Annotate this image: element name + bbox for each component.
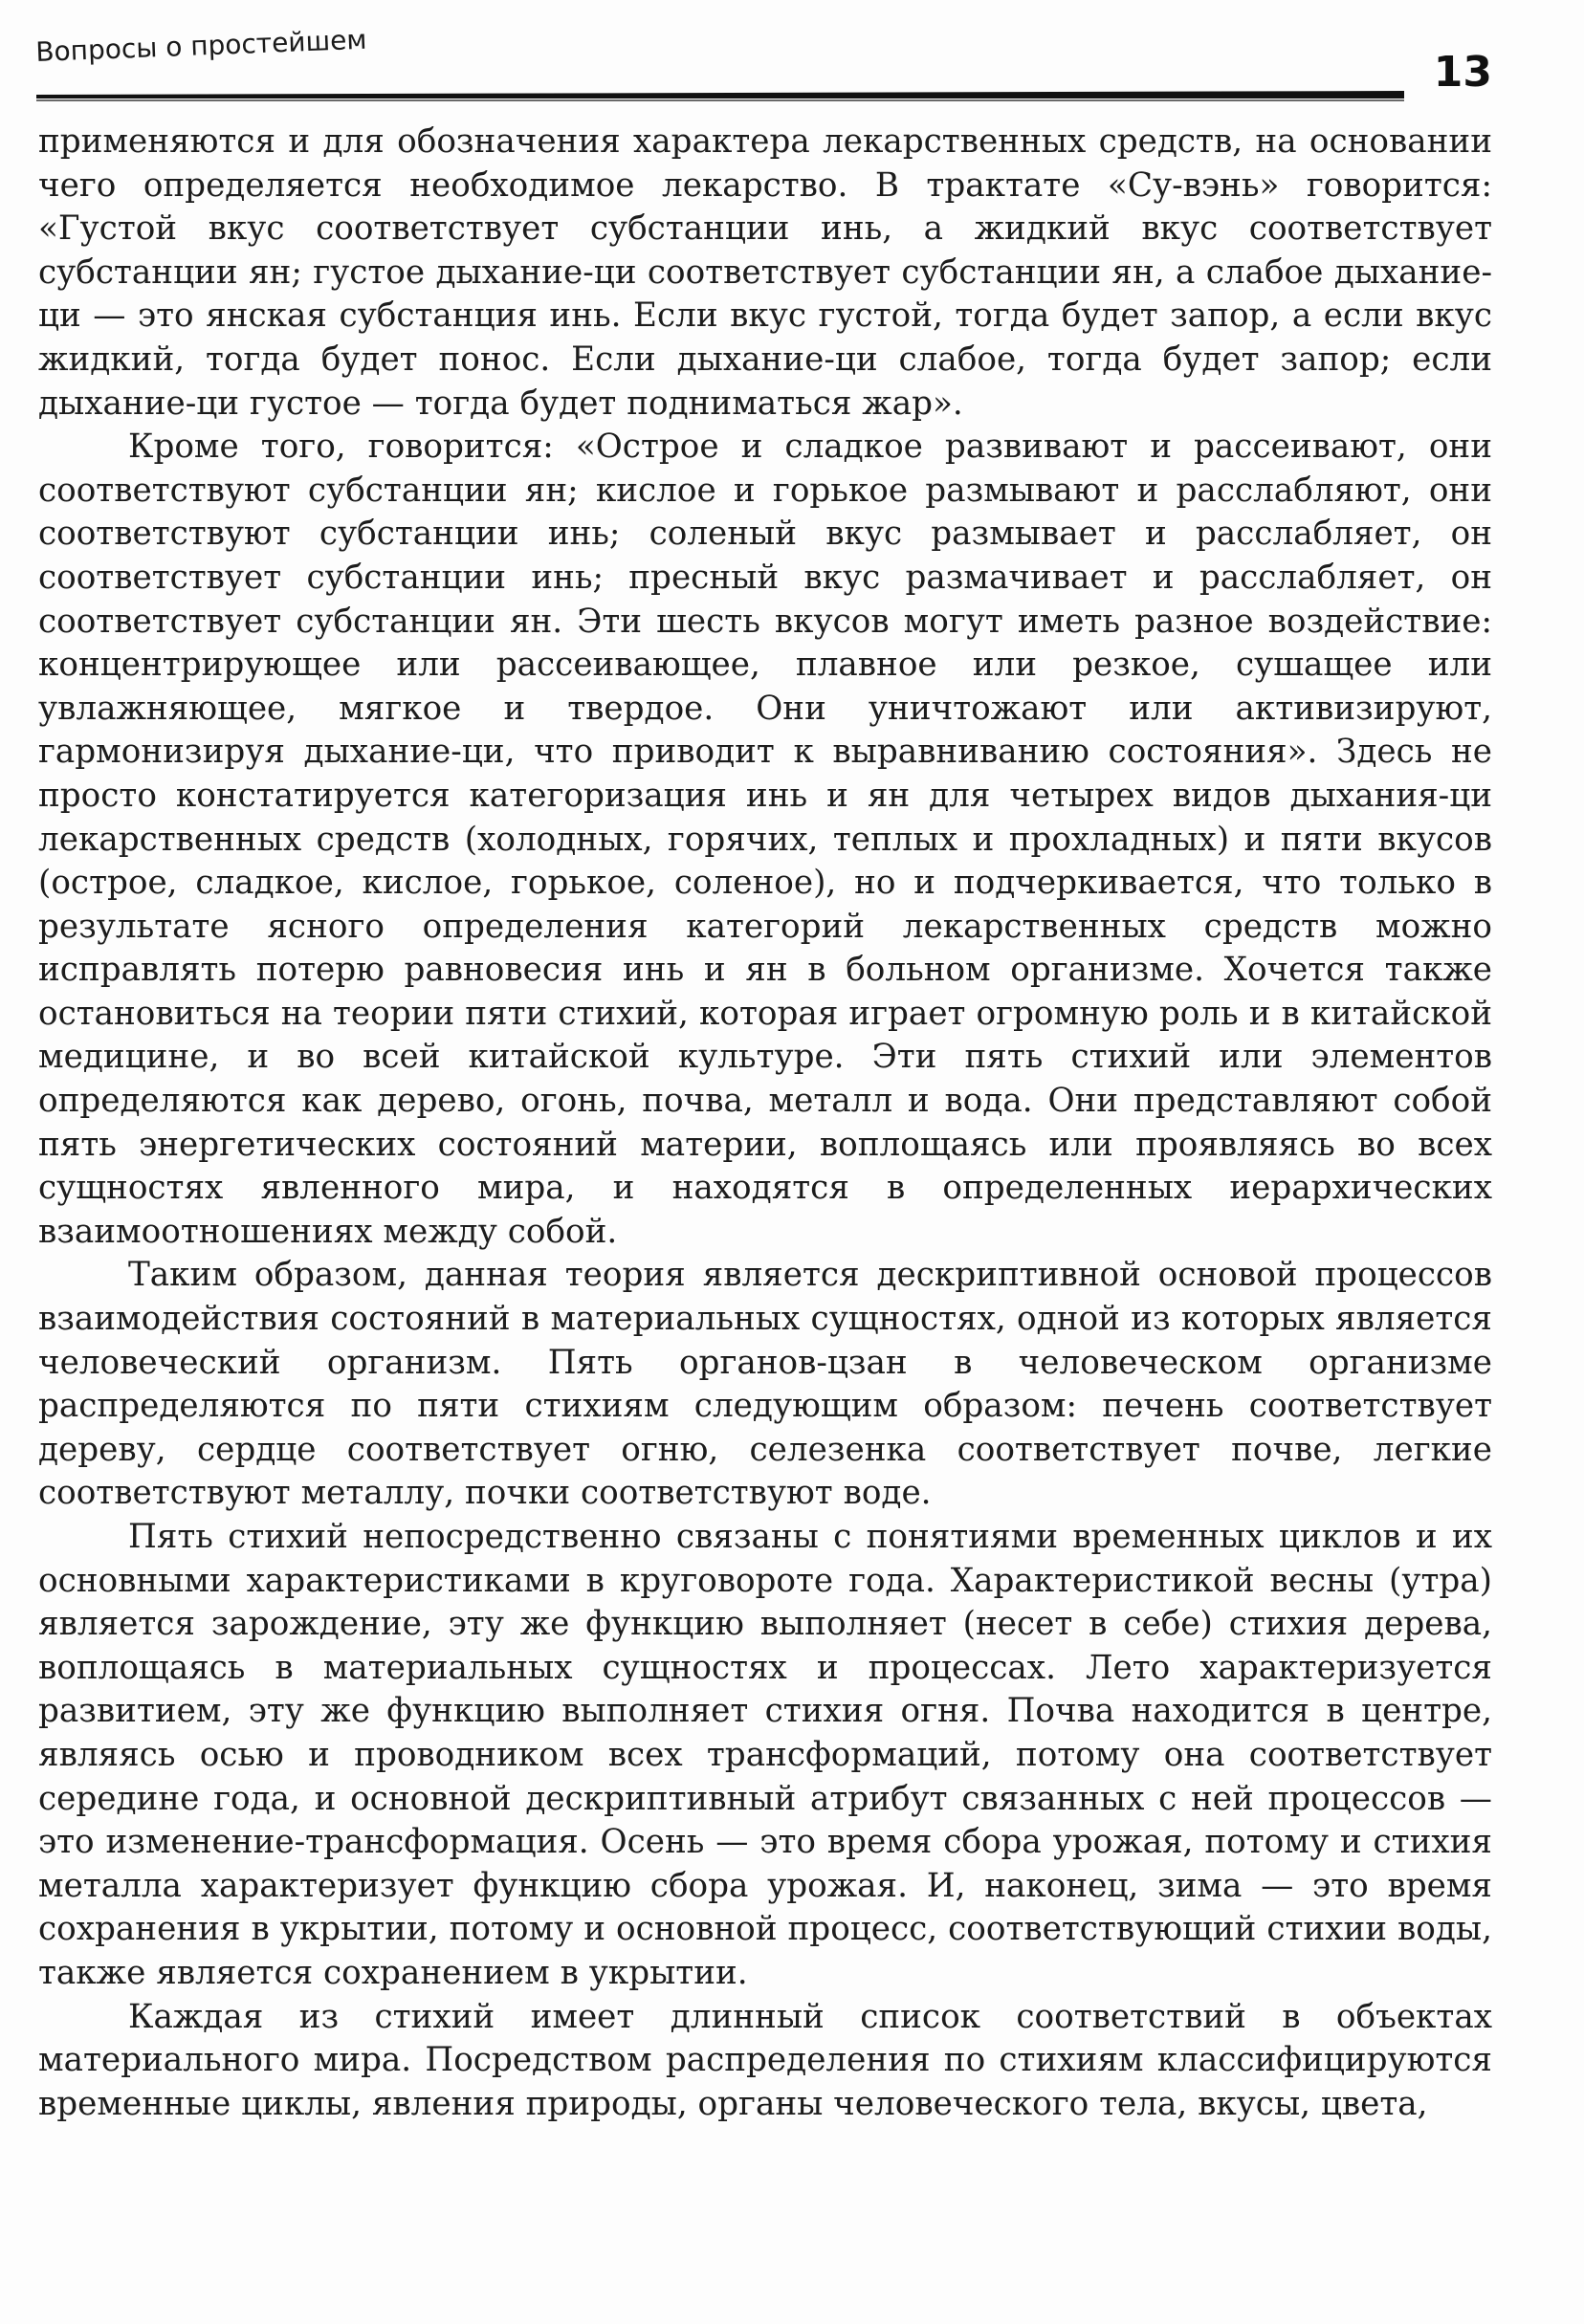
page-header <box>36 21 1509 126</box>
paragraph-1: применяются и для обозначения характера лекарственных средств, на основании чего определяется необходимое лекарство. В трактате «Су-вэнь» говорится: «Густой вкус соответствует субстанции инь, а жидкий вкус соответствует субстанции ян; густое дыхание-ци соответствует субстанции ян, а слабое дыхание-ци — это янская субстанция инь. Если вкус густой, тогда будет запор, а если вкус жидкий, тогда будет понос. Если дыхание-ци слабое, тогда будет запор; если дыхание-ци густое — тогда будет подниматься жар». <box>38 122 1492 423</box>
running-title: Вопросы о простейшем <box>34 23 368 69</box>
paragraph-3: Таким образом, данная теория является дескриптивной основой процессов взаимодействия состояний в материальных сущностях, одной из которых является человеческий организм. Пять органов-цзан в человеческом организме распределяются по пяти стихиям следующим образом: печень соответствует дереву, сердце соответствует огню, селезенка соответствует почве, легкие соответствуют металлу, почки соответствуют воде. <box>38 1256 1492 1513</box>
page-number: 13 <box>1433 48 1492 97</box>
main-text <box>38 121 1492 2126</box>
paragraph-5: Каждая из стихий имеет длинный список соответствий в объектах материального мира. Посредством распределения по стихиям классифицируются временные циклы, явления природы, органы человеческого тела, вкусы, цвета, <box>38 1997 1492 2123</box>
header-rule <box>36 88 1404 101</box>
paragraph-4: Пять стихий непосредственно связаны с понятиями временных циклов и их основными характеристиками в круговороте года. Характеристикой весны (утра) является зарождение, эту же функцию выполняет (несет в себе) стихия дерева, воплощаясь в материальных сущностях и процессах. Лето характеризуется развитием, эту же функцию выполняет стихия огня. Почва находится в центре, являясь осью и проводником всех трансформаций, потому она соответствует середине года, и основной дескриптивный атрибут связанных с ней процессов — это изменение-трансформация. Осень — это время сбора урожая, потому и стихия металла характеризует функцию сбора урожая. И, наконец, зима — это время сохранения в укрытии, потому и основной процесс, соответствующий стихии воды, также является сохранением в укрытии. <box>38 1518 1492 1992</box>
paragraph-2: Кроме того, говорится: «Острое и сладкое развивают и рассеивают, они соответствуют субстанции ян; кислое и горькое размывают и расслабляют, они соответствуют субстанции инь; соленый вкус размывает и расслабляет, он соответствует субстанции инь; пресный вкус размачивает и расслабляет, он соответствует субстанции ян. Эти шесть вкусов могут иметь разное воздействие: концентрирующее или рассеивающее, плавное или резкое, сушащее или увлажняющее, мягкое и твердое. Они уничтожают или активизируют, гармонизируя дыхание-ци, что приводит к выравниванию состояния». Здесь не просто констатируется категоризация инь и ян для четырех видов дыхания-ци лекарственных средств (холодных, горячих, теплых и прохладных) и пяти вкусов (острое, сладкое, кислое, горькое, соленое), но и подчеркивается, что только в результате ясного определения категорий лекарственных средств можно исправлять потерю равновесия инь и ян в больном организме. Хочется также остановиться на теории пяти стихий, которая играет огромную роль и в китайской медицине, и во всей китайской культуре. Эти пять стихий или элементов определяются как дерево, огонь, почва, металл и вода. Они представляют собой пять энергетических состояний материи, воплощаясь или проявляясь во всех сущностях явленного мира, и находятся в определенных иерархических взаимоотношениях между собой. <box>38 428 1492 1251</box>
header-rule-line <box>36 88 1404 101</box>
